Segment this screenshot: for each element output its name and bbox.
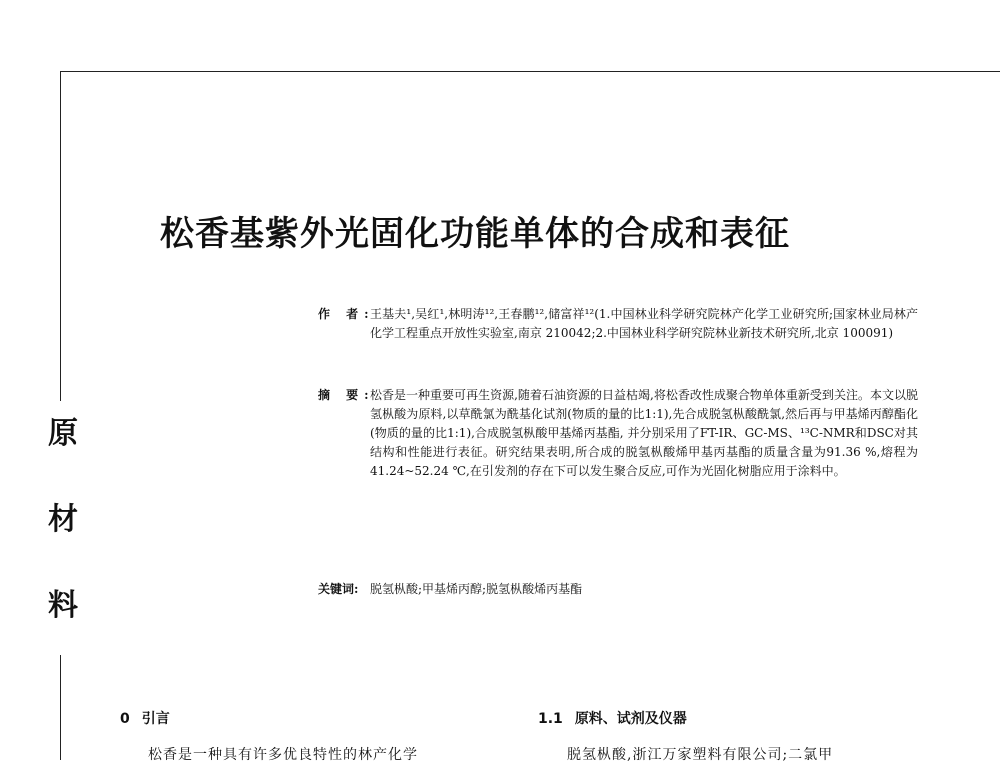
abstract-text: 松香是一种重要可再生资源,随着石油资源的日益枯竭,将松香改性成聚合物单体重新受到关注。本文以脱氢枞酸为原料,以草酰氯为酰基化试剂(物质的量的比1:1),先合成脱氢枞酸酰氯,然后再与甲基烯丙醇酯化(物质的量的比1:1),合成脱氢枞酸甲基烯丙基酯, 并分别采用了FT-IR、GC-MS、¹³C-NMR和DSC对其结构和性能进行表征。研究结果表明,所合成的脱氢枞酸烯甲基丙基酯的质量含量为91.36 %,熔程为41.24~52.24 ℃,在引发剂的存在下可以发生聚合反应,可作为光固化树脂应用于涂料中。 xyxy=(370,388,918,478)
abstract-block xyxy=(318,386,918,481)
article-title: 松香基紫外光固化功能单体的合成和表征 xyxy=(160,214,790,254)
side-label-char-1: 原 xyxy=(48,416,78,451)
side-label-char-3: 料 xyxy=(48,588,78,623)
section-title: 原料、试剂及仪器 xyxy=(574,711,687,727)
body-text-right: 脱氢枞酸,浙江万家塑料有限公司;二氯甲 xyxy=(567,747,834,763)
section-heading-materials xyxy=(538,708,687,728)
frame-left-rule-upper xyxy=(60,71,61,401)
authors-text: 王基夫¹,吴红¹,林明涛¹²,王春鹏¹²,储富祥¹²(1.中国林业科学研究院林产化学工业研究所;国家林业局林产化学工程重点开放性实验室,南京 210042;2.中国林业科学研究院林业新技术研究所,北京 100091) xyxy=(370,307,918,340)
keywords-block xyxy=(318,580,918,599)
section-heading-intro xyxy=(120,708,170,728)
keywords-label: 关键词: xyxy=(318,582,359,596)
body-text-left: 松香是一种具有许多优良特性的林产化学 xyxy=(148,747,418,763)
frame-left-rule-lower xyxy=(60,655,61,760)
side-label-char-2: 材 xyxy=(48,502,78,537)
authors-label: 作 者: xyxy=(318,307,375,321)
section-number: 0 xyxy=(120,711,130,727)
abstract-label: 摘 要: xyxy=(318,388,375,402)
section-title: 引言 xyxy=(141,711,170,727)
authors-block xyxy=(318,305,918,343)
frame-top-rule xyxy=(60,71,1000,72)
section-number: 1.1 xyxy=(538,711,563,727)
keywords-text: 脱氢枞酸;甲基烯丙醇;脱氢枞酸烯丙基酯 xyxy=(370,582,583,596)
